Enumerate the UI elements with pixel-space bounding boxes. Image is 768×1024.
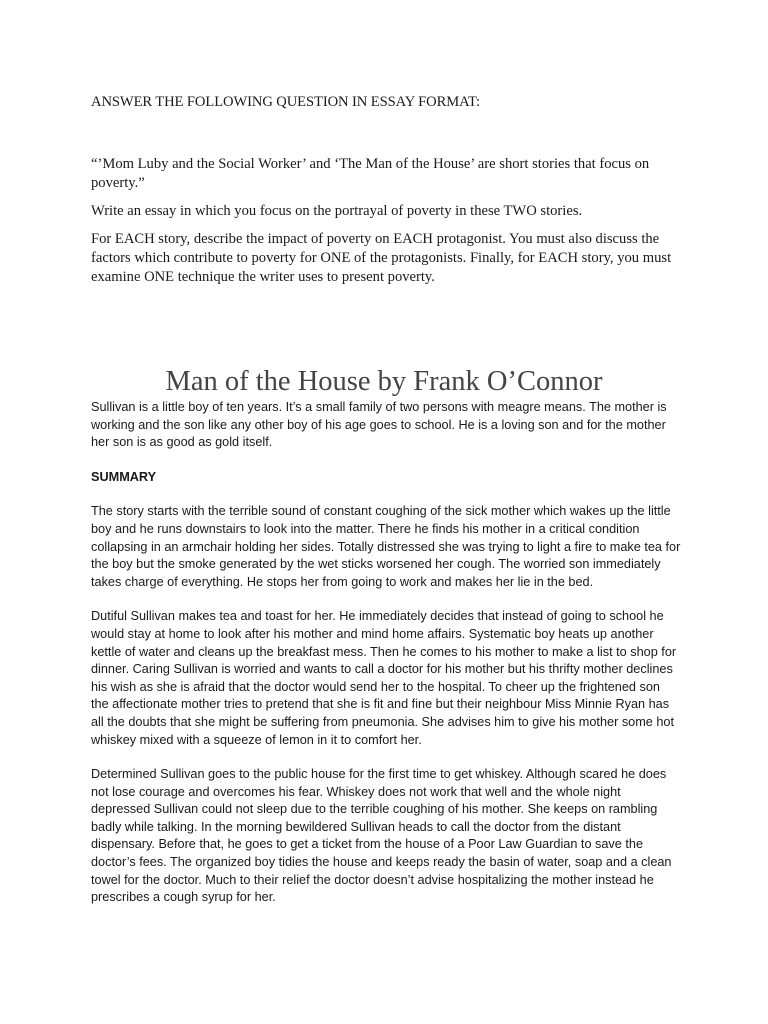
intro-paragraph: Sullivan is a little boy of ten years. It’s a small family of two persons with meagre means. The mother is working and the son like any other boy of his age goes to school. He is a loving son and for the mother her son is as good as gold itself. — [91, 400, 667, 450]
summary-paragraph: The story starts with the terrible sound of constant coughing of the sick mother which wakes up the little boy and he runs downstairs to look into the matter. There he finds his mother in a critical condition collapsing in an armchair holding her sides. Totally distressed she was trying to light a fire to make tea for the boy but the smoke generated by the wet sticks worsened her cough. The worried son immediately takes charge of everything. He stops her from going to work and makes her lie in the bed. — [91, 504, 681, 589]
summary-heading: SUMMARY — [91, 469, 157, 484]
question-paragraph: Write an essay in which you focus on the portrayal of poverty in these TWO stories. — [91, 203, 583, 219]
question-section — [91, 93, 691, 296]
question-paragraph: “’Mom Luby and the Social Worker’ and ‘The Man of the House’ are short stories that focus on poverty.” — [91, 156, 650, 191]
question-paragraph: For EACH story, describe the impact of poverty on EACH protagonist. You must also discuss the factors which contribute to poverty for ONE of the protagonists. Finally, for EACH story, you must examine ONE technique the writer uses to present poverty. — [91, 231, 672, 285]
question-heading: ANSWER THE FOLLOWING QUESTION IN ESSAY FORMAT: — [91, 94, 480, 110]
article-title: Man of the House by Frank O’Connor — [165, 366, 603, 397]
summary-paragraph: Determined Sullivan goes to the public house for the first time to get whiskey. Although scared he does not lose courage and overcomes his fear. Whiskey does not work that well and the whole night depressed Sullivan could not sleep due to the terrible coughing of his mother. She keeps on rambling badly while talking. In the morning bewildered Sullivan heads to call the doctor from the distant dispensary. Before that, he goes to get a ticket from the house of a Poor Law Guardian to save the doctor’s fees. The organized boy tidies the house and keeps ready the basin of water, soap and a clean towel for the doctor. Much to their relief the doctor doesn’t advise hospitalizing the mother instead he prescribes a cough syrup for her. — [91, 767, 672, 905]
article-body — [91, 399, 681, 924]
summary-paragraph: Dutiful Sullivan makes tea and toast for her. He immediately decides that instead of going to school he would stay at home to look after his mother and mind home affairs. Systematic boy heats up another kettle of water and cleans up the breakfast mess. Then he comes to his mother to make a list to shop for dinner. Caring Sullivan is worried and wants to call a doctor for his mother but his thrifty mother declines his wish as she is afraid that the doctor would send her to the hospital. To cheer up the frightened son the affectionate mother tries to pretend that she is fit and fine but their neighbour Miss Minnie Ryan has all the doubts that she might be suffering from pneumonia. She advises him to give his mother some hot whiskey mixed with a squeeze of lemon in it to comfort her. — [91, 609, 677, 747]
